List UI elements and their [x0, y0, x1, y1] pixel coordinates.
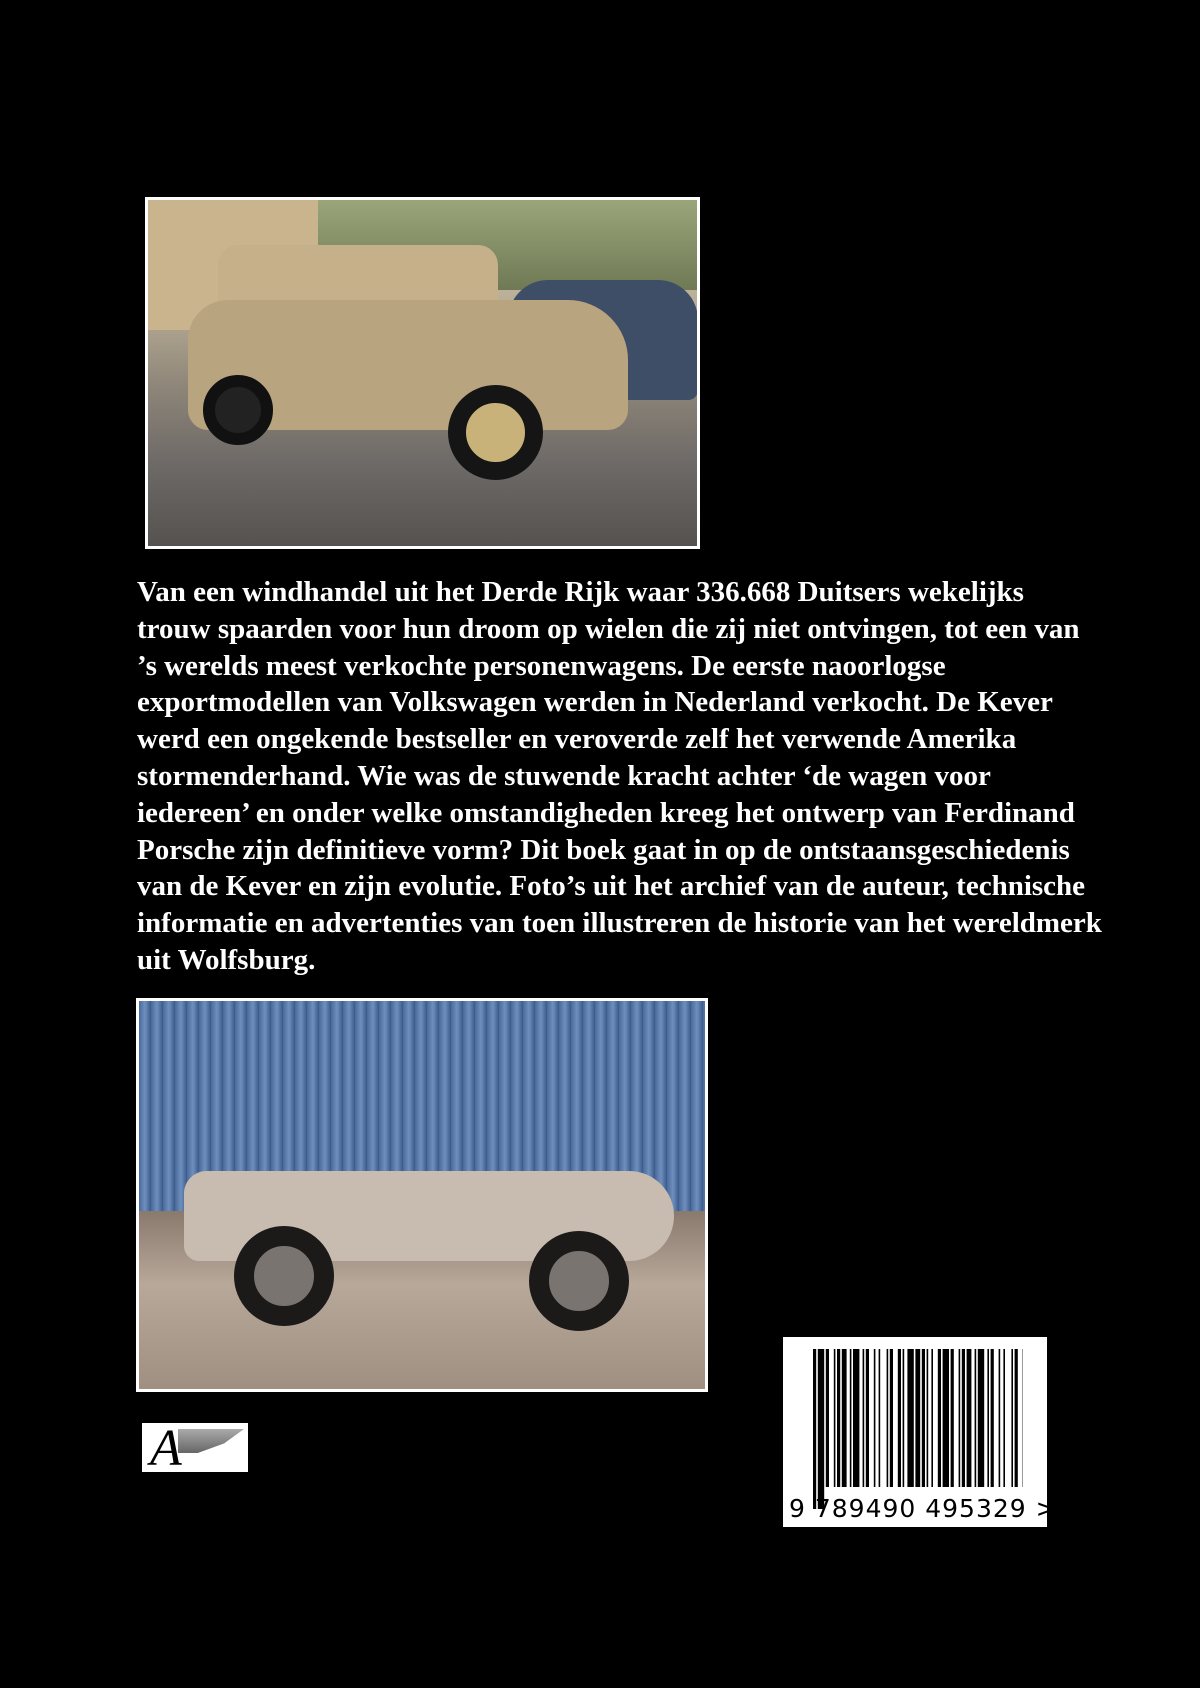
blurb-line: iedereen’ en onder welke omstandigheden kreeg het ontwerp van Ferdinand	[137, 796, 1075, 829]
barcode-bar	[999, 1349, 1001, 1487]
blurb-line: Porsche zijn definitieve vorm? Dit boek gaat in op de ontstaansgeschiedenis	[137, 833, 1070, 866]
wheel	[203, 375, 273, 445]
barcode-bar	[898, 1349, 901, 1487]
barcode-bar	[943, 1349, 949, 1487]
barcode-bar	[874, 1349, 876, 1487]
wheel	[529, 1231, 629, 1331]
schwimmwagen-photo	[136, 998, 708, 1392]
barcode-bar	[975, 1349, 977, 1487]
barcode-bar	[931, 1349, 933, 1487]
barcode-bar	[1003, 1349, 1005, 1487]
barcode-bar	[879, 1349, 881, 1487]
barcode-bar	[1015, 1349, 1018, 1487]
isbn-barcode	[783, 1337, 1058, 1527]
barcode-bar	[826, 1349, 829, 1487]
barcode-bar	[866, 1349, 869, 1487]
barcode-bar	[853, 1349, 859, 1487]
barcode-bar	[987, 1349, 989, 1487]
barcode-bars	[813, 1349, 1023, 1509]
wing-icon	[178, 1429, 244, 1453]
barcode-bar	[907, 1349, 913, 1487]
blurb-line: trouw spaarden voor hun droom op wielen die zij niet ontvingen, tot een van	[137, 612, 1080, 645]
barcode-bar	[1011, 1349, 1013, 1487]
barcode-bar	[863, 1349, 865, 1487]
kubelwagen-photo	[145, 197, 700, 549]
barcode-bar	[938, 1349, 941, 1487]
blurb-line: van de Kever en zijn evolutie. Foto’s uit het archief van de auteur, technische	[137, 870, 1086, 903]
wheel	[234, 1226, 334, 1326]
blurb-line: informatie en advertenties van toen illustreren de historie van het wereldmerk	[137, 907, 1102, 940]
barcode-bar	[967, 1349, 972, 1487]
back-cover-blurb	[137, 574, 1102, 979]
wheel	[448, 385, 543, 480]
barcode-bar	[818, 1349, 824, 1509]
blurb-line: exportmodellen van Volkswagen werden in Nederland verkocht. De Kever	[137, 686, 1053, 719]
barcode-bar	[922, 1349, 925, 1487]
barcode-bar	[951, 1349, 954, 1487]
blurb-line: werd een ongekende bestseller en veroverde zelf het verwende Amerika	[137, 723, 1017, 756]
blurb-line: uit Wolfsburg.	[137, 943, 316, 976]
barcode-bar	[813, 1349, 816, 1509]
barcode-bar	[887, 1349, 889, 1487]
barcode-bar	[903, 1349, 905, 1487]
barcode-bar	[842, 1349, 847, 1487]
blurb-line: ’s werelds meest verkochte personenwagens. De eerste naoorlogse	[137, 649, 946, 682]
barcode-bar	[978, 1349, 984, 1487]
barcode-bar	[991, 1349, 994, 1487]
barcode-bar	[890, 1349, 893, 1487]
barcode-bar	[834, 1349, 836, 1487]
barcode-bar	[837, 1349, 840, 1487]
barcode-bar	[962, 1349, 965, 1487]
publisher-logo	[140, 1420, 250, 1477]
barcode-bar	[927, 1349, 929, 1487]
publisher-logo-letter: A	[150, 1420, 182, 1477]
isbn-number: 9 789490 495329 >	[789, 1494, 1058, 1523]
barcode-bar	[850, 1349, 852, 1487]
blurb-line: Van een windhandel uit het Derde Rijk waar 336.668 Duitsers wekelijks	[137, 576, 1024, 608]
blurb-line: stormenderhand. Wie was de stuwende kracht achter ‘de wagen voor	[137, 759, 991, 792]
barcode-bar	[959, 1349, 961, 1487]
barcode-bar	[915, 1349, 920, 1487]
soft-top	[218, 245, 498, 305]
